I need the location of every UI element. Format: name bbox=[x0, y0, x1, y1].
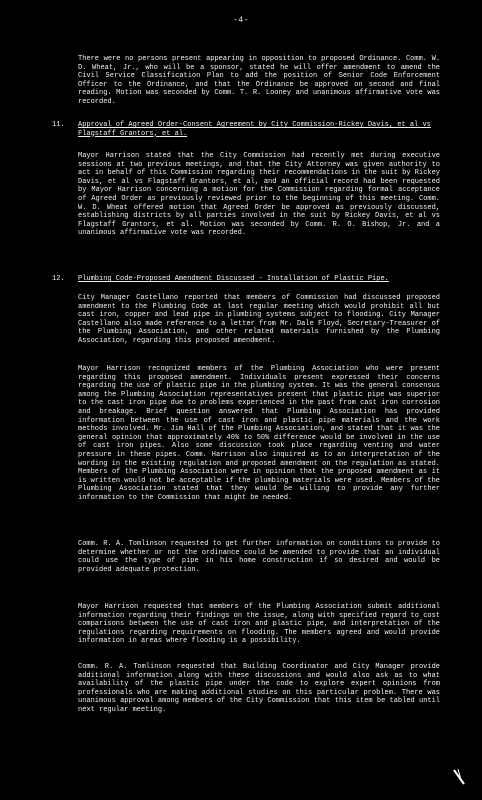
page-number: -4- bbox=[233, 16, 249, 25]
item-12-paragraph-2: Mayor Harrison recognized members of the Plumbing Association who were present regarding this proposed amendment. Individuals present expressed their concerns regarding the use of plastic pipe in the plumbing system. It was the general consensus among the Plumbing Association representatives present that plastic pipe was superior to the cast iron pipe due to problems experienced in the past from cast iron corrosion and breakage. Brief question answered that Plumbing Association has provided information between the use of cast iron and plastic pipe materials and the work methods involved. Mr. Jim Hall of the Plumbing Association, and stated that it was the general opinion that approximately 40% to 50% difference would be involved in the use of cast iron pipes. Also some discussion took place regarding venting and water pressure in these pipes. Comm. Harrison also inquired as to an interpretation of the wording in the existing regulation and proposed amendment on the regulation as stated. Members of the Plumbing Association were in opinion that the proposed amendment as it is written would not be acceptable if the plumbing materials were used. Members of the Plumbing Association stated that they would be willing to provide any further information to the Commission that might be needed. bbox=[78, 365, 440, 502]
intro-paragraph: There were no persons present appearing in opposition to proposed Ordinance. Comm. W. D. Wheat, Jr., who will be a sponsor, stated he will offer amendment to amend the Civil Service Classification Plan to add the position of Senior Code Enforcement Officer to the Ordinance, and that the Ordinance be approved on second and final reading. Motion was seconded by Comm. T. R. Looney and unanimous affirmative vote was recorded. bbox=[78, 55, 440, 106]
item-12-title: Plumbing Code-Proposed Amendment Discussed - Installation of Plastic Pipe. bbox=[78, 275, 389, 283]
item-12-paragraph-4: Mayor Harrison requested that members of the Plumbing Association submit additional information regarding their findings on the issue, along with specified regard to cost comparisons between the use of cast iron and plastic pipe, and interpretation of the regulations regarding requirements on flooding. The members agreed and would provide information in areas where flooding is a possibility. bbox=[78, 603, 440, 646]
item-12-number: 12. bbox=[52, 275, 65, 283]
item-12-paragraph-3: Comm. R. A. Tomlinson requested to get further information on conditions to provide to determine whether or not the ordinance could be amended to provide that an individual could use the type of pipe in his home construction if so desired and would be provided adequate protection. bbox=[78, 540, 440, 574]
item-11-number: 11. bbox=[52, 121, 65, 129]
item-11-title: Approval of Agreed Order-Consent Agreement by City Commission-Rickey Davis, et al vs Flagstaff Grantors, et al. bbox=[78, 121, 431, 138]
item-12-paragraph-1: City Manager Castellano reported that members of Commission had discussed proposed amendment to the Plumbing Code at last regular meeting which would prohibit all but cast iron, copper and lead pipe in plumbing systems subject to flooding. City Manager Castellano also made reference to a letter from Mr. Dale Floyd, Secretary-Treasurer of the Plumbing Association, and other related materials furnished by the Plumbing Association, regarding this proposed amendment. bbox=[78, 294, 440, 345]
item-12-paragraph-5: Comm. R. A. Tomlinson requested that Building Coordinator and City Manager provide additional information along with these discussions and would also ask as to what availability of the plastic pipe under the code to explore expert opinions from professionals who are making additional studies on this particular problem. There was unanimous approval among members of the City Commission that this item be tabled until next regular meeting. bbox=[78, 663, 440, 714]
scan-artifact-mark bbox=[452, 768, 466, 786]
item-11-paragraph: Mayor Harrison stated that the City Commission had recently met during executive sessions at two previous meetings, and that the City Attorney was given authority to act in behalf of this Commission regarding their recommendations in the suit by Rickey Davis, et al vs Flagstaff Grantors, et al, and an official record had been requested by Mayor Harrison concerning a motion for the Commission regarding formal acceptance of Agreed Order as previously reviewed prior to the beginning of this meeting. Comm. W. D. Wheat offered motion that Agreed Order be approved as previously discussed, establishing districts by all parties involved in the suit by Rickey Davis, et al vs Flagstaff Grantors, et al. Motion was seconded by Comm. R. O. Bishop, Jr. and a unanimous affirmative vote was recorded. bbox=[78, 152, 440, 238]
